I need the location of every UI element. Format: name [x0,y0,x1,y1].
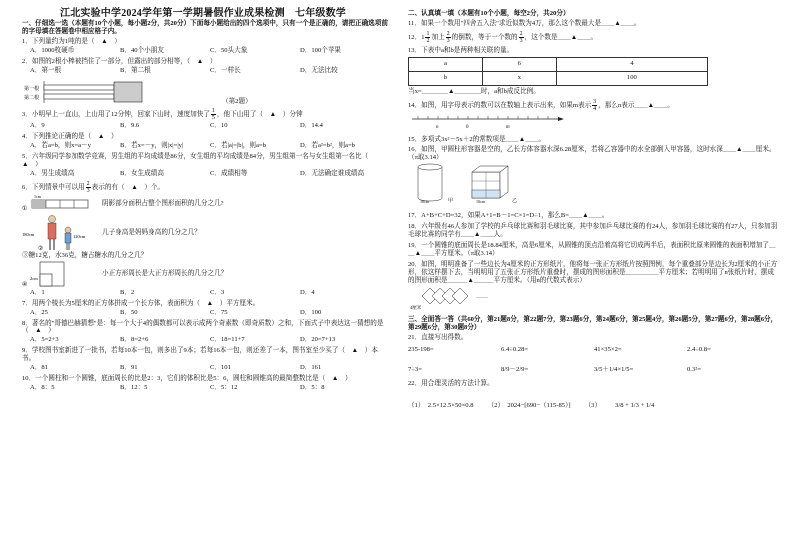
question-10-text: 10．一个圆柱和一个圆锥，底面周长的比是2：3，它们的体积比是5：6，圆柱和圆锥高的最简整数比是（ ▲ ） [22,374,352,382]
child-height-label: 120cm [73,233,86,239]
question-18-text: 18．六年级有46人参加了学校的乒乓球比赛和羽毛球比赛，其中参加乒乓球比赛的有24人，参加羽毛球比赛的有27人，只参加羽毛球比赛的同学有＿＿▲＿＿人。 [408,223,778,238]
overlapping-squares-figure [408,284,548,310]
numerator: 1 [426,30,430,37]
calc-item: 41×35×2= [594,346,622,354]
option-c: C．10 [210,122,228,130]
fraction [425,31,430,44]
question-4 [22,133,390,150]
option-b: B．40个小朋友 [120,46,164,54]
question-10-options [22,384,390,392]
question-10 [22,375,390,392]
item-4-row [22,260,390,288]
jia-label: 甲 [448,199,454,205]
option-c: C．成绩相等 [210,169,248,177]
question-6 [22,181,390,297]
item-1-text: 阴影部分面积占整个图形面积的几分之几? [102,199,224,207]
question-13-after: 当x=＿＿＿＿▲＿＿＿＿时，a和b成反比例。 [408,87,540,95]
fraction [86,181,91,194]
question-3-options [22,122,390,130]
computation-item: （2） 2024−[690−（115-85）] [487,401,571,409]
zero-label: 0 [466,124,469,130]
section-1-heading: 一、仔细选一选（本题有10个小题，每小题2分，共20分）下面每小题给出的四个选项中，只有一个是正确的，请把正确选项前的字母填在答题卷中相应格子内。 [22,20,388,35]
side-length-label: 4厘米 [410,305,422,311]
item-1-row [22,194,390,214]
section-2-heading: 二、认真填一填（本题有10个小题，每空2分，共20分） [408,10,570,17]
table-cell: b [409,71,483,85]
denominator: 3 [446,37,450,44]
question-5 [22,153,390,178]
question-14 [408,99,780,133]
table-cell: x [482,71,556,85]
option-a: A．9 [30,122,45,130]
item-4-marker: ④ [22,281,28,288]
question-14-text-b: ，那么n表示＿＿▲＿＿。 [598,101,674,109]
denominator: 3 [86,187,90,194]
question-21-text: 21．直接写出得数。 [408,334,468,342]
sticks-figure [22,77,152,105]
computation-row [408,402,780,410]
question-2 [22,58,390,106]
option-c: C．75 [210,308,228,316]
section-3-heading: 三、全面答一答（共60分，第21题8分，第22题7分，第23题6分，第24题6分，第25题4分，第26题5分，第27题6分，第28题6分，第29题6分，第30题8分） [408,316,778,332]
option-c: C．若|a|=|b|，则a=b [210,142,266,150]
question-6-text-b: 表示的有（ ▲ ）个。 [91,183,165,191]
fraction [519,31,524,44]
option-a: A．5=2+3 [30,336,59,344]
option-d: D．100个苹果 [300,46,342,54]
option-c: C．50头大象 [210,46,248,54]
mother-height-label: 180cm [22,231,35,237]
question-3-text-a: 3．小明早上一直山，上山用了12分钟，回家下山时，速度加快了 [22,111,210,119]
calc-item: 235-198= [408,346,434,354]
option-b: B．第二根 [120,66,151,74]
question-2-options [22,67,390,75]
question-13 [408,47,780,96]
question-12-text-d: ，这个数是＿＿▲＿＿。 [524,33,598,41]
table-cell: 100 [556,71,707,85]
question-2-figure-row [22,77,390,105]
option-b: B．女生成绩高 [120,169,164,177]
option-a: A．第一根 [30,66,62,74]
question-7 [22,300,390,317]
calc-item: 0.3²= [687,365,701,373]
option-a: A．若a=b，则x=a－y [30,142,91,150]
option-d: D．无法比较 [300,66,338,74]
question-1-options [22,47,390,55]
question-1-text: 1．下列量约为1吨的是（ ▲ ） [22,37,121,45]
question-14-text-a: 14．如图，用字母表示的数可以在数轴上表示出来，如果m表示 [408,101,592,109]
ellipsis-label: …… [476,294,488,301]
option-d: D．4 [300,288,315,296]
question-13-text: 13．下表中a和b是两种相关联的量。 [408,46,514,54]
table-row [409,57,708,71]
option-b: B．91 [120,364,138,372]
option-a: A．1 [30,288,45,296]
numerator: 2 [519,30,523,37]
table-row [409,71,708,85]
right-column [408,10,780,410]
calc-item: 2.4÷0.8= [687,346,711,354]
question-14-text [408,99,780,112]
length-label: 1cm [34,193,41,199]
option-b: B．2 [120,288,135,296]
fraction [592,99,597,112]
calc-item: 3/5＋1/4×1/5= [594,365,634,373]
option-a: A．81 [30,364,48,372]
question-5-options [22,170,390,178]
containers-figure [408,162,548,206]
mother-child-figure [22,214,92,252]
question-12-text [408,31,780,44]
option-d: D．14.4 [300,122,323,130]
question-3-text [22,108,390,121]
option-c: C．一样长 [210,66,241,74]
option-c: C．5：12 [210,383,238,391]
stick-2-label: 第二根 [24,96,40,102]
question-4-options [22,142,390,150]
numerator: 1 [211,108,215,115]
item-2-marker: ② [38,245,44,252]
question-9 [22,347,390,372]
calc-item: 8/9－2/9= [501,365,529,373]
calc-item: 6.4÷0.28= [501,346,529,354]
m-label: m [506,124,510,130]
option-d: D．20=7+13 [300,336,336,344]
mixed-whole: 1 [421,33,425,41]
question-20 [408,261,780,314]
n-label: n [436,124,439,130]
option-d: D．若a²=b²，则a=b [300,142,355,150]
option-b: B．9.6 [120,122,140,130]
number-line-figure [408,112,568,130]
question-5-text: 5．六年级同学参加数学竞赛，男生组的平均成绩是86分，女生组的平均成绩是84分，男生组第一名与女生组第一名比（ ▲ ） [22,153,375,169]
squares-figure [22,260,92,288]
option-b: B．12：5 [120,383,148,391]
question-19-text: 19．一个圆锥的底面周长是18.84厘米，高是6厘米，从圆锥的顶点沿着高将它切成两半后，表面积比原来圆锥的表面积增加了＿＿▲＿＿平方厘米。（π取3.14） [408,241,776,257]
calc-item: 7÷3= [408,365,422,373]
question-3 [22,108,390,130]
relation-table [408,57,708,86]
diameter-label: 10cm [420,199,429,205]
numerator: 2 [446,30,450,37]
question-17-text: 17．A+B+C+D=32，如果A+1=B－1=C×1=D÷1，那么B=＿＿▲＿＿。 [408,212,609,220]
question-3-text-b: ，他下山用了（ ▲ ）分钟 [216,111,303,119]
question-2-text: 2．如图的2根小棒被挡住了一部分，但露出的部分相等，（ ▲ ） [22,57,217,65]
table-cell: 6 [482,57,556,71]
fraction [211,108,216,121]
table-cell: 4 [556,57,707,71]
question-9-text: 9．学校图书室新进了一批书，若每10本一包，则多出了9本；若每16本一包，则还差了一本，图书室至少买了（ ▲ ）本书。 [22,347,378,363]
question-22-text: 22．用合理灵活的方法计算。 [408,379,494,387]
question-4-text: 4．下列推论正确的是（ ▲ ） [22,133,118,141]
option-a: A．25 [30,308,48,316]
item-2-text: 儿子身高是妈妈身高的几分之几？ [102,228,201,236]
question-8-text: 8．著名的"哥德巴赫猜想"是：每一个大于4的偶数都可以表示成两个奇素数（即奇质数）之和，下面式子中表达这一猜想的是（ ▲ ） [22,319,384,335]
question-6-text [22,181,390,194]
computation-item: （3） [584,401,602,409]
question-9-options [22,364,390,372]
item-1-marker: ① [22,205,28,212]
option-b: B．若x=－y，则|x|=|y| [120,142,184,150]
question-11-text: 11．如果一个数用"四舍五入法"求近似数为4万，那么这个数最大是＿＿▲＿＿。 [408,19,641,27]
square-side-label: 2cm [30,275,38,281]
question-7-options [22,309,390,317]
stick-1-label: 第一根 [24,87,40,93]
option-b: B．50 [120,308,138,316]
item-4-text: 小正方形周长是大正方形周长的几分之几？ [102,269,228,277]
item-3-text: ③糖12克，水36克，糖占糖水的几分之几？ [22,251,148,259]
yi-label: 乙 [512,199,518,205]
option-c: C．18=11+7 [210,336,245,344]
question-1 [22,38,390,55]
option-c: C．3 [210,288,225,296]
denominator: 3 [519,37,523,44]
question-12-text-a: 12． [408,33,422,41]
item-2-row [22,214,390,252]
page-title: 江北实验中学2024学年第一学期暑假作业成果检测 七年级数学 [60,8,346,19]
option-a: A．男生成绩高 [30,169,75,177]
computation-expression: 3/8 + 1/3 + 1/4 [615,401,655,409]
question-8-options [22,336,390,344]
option-a: A．1000枚硬币 [30,46,75,54]
question-7-text: 7．用两个棱长为5厘米的正方体拼成一个长方体，表面积为（ ▲ ）平方厘米。 [22,299,260,307]
question-6-text-a: 6．下列情景中可以用 [22,183,85,191]
mental-calc-grid [408,346,780,374]
fraction [446,31,451,44]
computation-item: （1） 2.5×12.5×50×0.8 [408,401,474,409]
option-d: D．5：8 [300,383,325,391]
table-cell: a [409,57,483,71]
figure-caption: （第2题） [222,97,252,105]
option-d: D．100 [300,308,322,316]
numerator: 2 [86,180,90,187]
question-16-text: 16．如图，甲圆柱形容器是空的，乙长方体容器水深6.28厘米，若将乙容器中的水全部倒入甲容器，这时水深＿＿▲＿＿厘米。（π取3.14） [408,146,776,162]
option-d: D．161 [300,364,322,372]
question-15-text: 15．多项式3x²－5x＋2的常数项是＿＿▲＿＿。 [408,135,546,143]
question-12-text-b: 加上 [431,33,445,41]
option-b: B．8=2+6 [120,336,149,344]
left-column [22,20,390,395]
option-a: A．8：5 [30,383,55,391]
option-d: D．无法确定谁成绩高 [300,169,365,177]
question-16 [408,146,780,209]
question-20-text: 20．如图，明明准备了一些边长为4厘米的正方形纸片，他将每一张正方形纸片按照图例，每个重叠部分是边长为2厘米的小正方形，依这样摆下去，当明明用了五张正方形纸片重叠时，摆成的图形面积是＿＿＿＿＿平方厘米；若明明用了n张纸片时，摆成的图形面积是＿＿＿▲＿＿＿平方厘米。（用n的代数式表示） [408,260,778,284]
shaded-bar-figure [22,194,92,214]
question-8 [22,320,390,345]
question-6-options [22,289,390,297]
question-12-text-c: 的倒数，等于一个数的 [451,33,518,41]
width-label: 10cm [476,199,485,205]
denominator: 5 [211,115,215,122]
numerator: 3 [593,98,597,105]
denominator: 2 [426,37,430,44]
option-c: C．101 [210,364,231,372]
denominator: 4 [593,105,597,112]
